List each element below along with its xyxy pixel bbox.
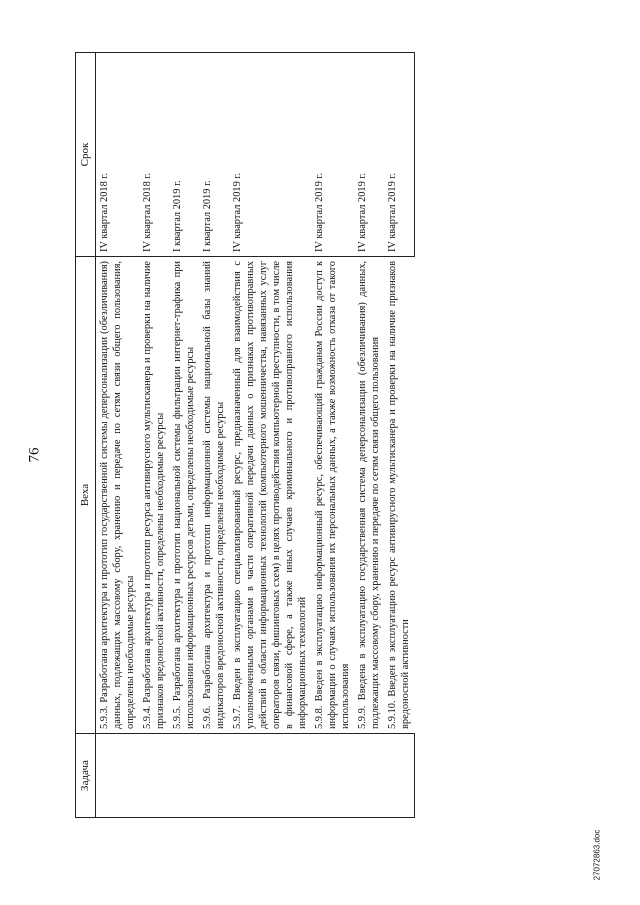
table-row [229,53,311,818]
table-row [139,53,169,818]
deadline-cell: IV квартал 2019 г. [229,53,311,257]
deadline-cell: IV квартал 2018 г. [96,53,140,257]
milestone-cell: 5.9.6. Разработана архитектура и прототип информационной системы национальной базы знаний индикаторов вредоносной активности, определены необходимые ресурсы [202,261,226,729]
header-task: Задача [76,734,96,818]
milestone-cell: 5.9.5. Разработана архитектура и прототип национальной системы фильтрации интернет-трафика при использовании информационных ресурсов детьми, определены необходимые ресурсы [172,261,196,729]
milestone-cell: 5.9.4. Разработана архитектура и прототип ресурса антивирусного мультисканера и проверки на наличие признаков вредоносной активности, определены необходимые ресурсы [142,261,166,729]
task-cell [354,734,384,818]
milestones-table [75,52,415,818]
table-row [384,53,414,818]
header-deadline: Срок [76,53,96,257]
milestones-table-frame [75,53,589,818]
task-cell [199,734,229,818]
document-code: 27072863.doc [592,829,602,881]
task-cell [96,734,140,818]
header-milestone: Веха [76,257,96,734]
table-row [354,53,384,818]
table-row [199,53,229,818]
task-cell [384,734,414,818]
deadline-cell: IV квартал 2019 г. [354,53,384,257]
table-header-row [76,53,96,818]
deadline-cell: IV квартал 2019 г. [384,53,414,257]
task-cell [169,734,199,818]
task-cell [311,734,354,818]
deadline-cell: I квартал 2019 г. [199,53,229,257]
table-row [311,53,354,818]
deadline-cell: IV квартал 2018 г. [139,53,169,257]
deadline-cell: IV квартал 2019 г. [311,53,354,257]
page-number: 76 [26,447,43,463]
milestone-cell: 5.9.8. Введен в эксплуатацию информационный ресурс, обеспечивающий гражданам России доступ к информации о случаях использования их персональных данных, а также возможность отказа от такого использования [314,261,351,729]
milestone-cell: 5.9.7. Введен в эксплуатацию специализированный ресурс, предназначенный для взаимодействия с уполномоченными органами в части оперативной передачи данных о признаках противоправных действий в области информационных технологий (компьютерного мошенничества, навязанных услуг операторов связи, фишинговых схем) в целях противодействия компьютерной преступности, в том числе в финансовой сфере, а также иных случаев криминального и противоправного использования информационных технологий [232,261,308,729]
deadline-cell: I квартал 2019 г. [169,53,199,257]
task-cell [229,734,311,818]
task-cell [139,734,169,818]
milestones-table-rotated [75,53,589,818]
milestone-cell: 5.9.9. Введена в эксплуатацию государственная система деперсонализации (обезличивания) данных, подлежащих массовому сбору, хранению и передаче по сетям связи общего пользования [357,261,381,729]
table-row [96,53,140,818]
milestone-cell: 5.9.10. Введен в эксплуатацию ресурс антивирусного мультисканера и проверки на наличие признаков вредоносной активности [387,261,411,729]
table-row [169,53,199,818]
milestone-cell: 5.9.3. Разработана архитектура и прототип государственной системы деперсонализации (обезличивания) данных, подлежащих массовому сбору, хранению и передаче по сетям связи общего пользования, определены необходимые ресурсы [99,261,136,729]
